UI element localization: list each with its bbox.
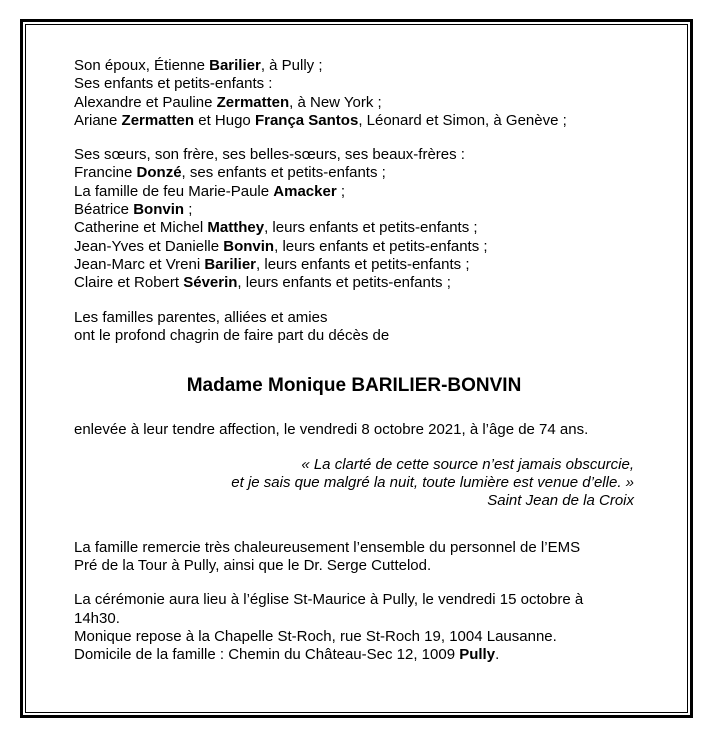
family-address-line: Domicile de la famille : Chemin du Château-Sec 12, 1009 Pully. [74, 646, 500, 664]
sibling-line: Béatrice Bonvin ; [74, 201, 193, 219]
thanks-line: La famille remercie très chaleureusement l’ensemble du personnel de l’EMS [74, 538, 581, 556]
siblings-block [74, 146, 634, 292]
rest-place-line: Monique repose à la Chapelle St-Roch, rue St-Roch 19, 1004 Lausanne. [74, 627, 557, 645]
ceremony-block [74, 591, 634, 664]
children-header: Ses enfants et petits-enfants : [74, 75, 273, 93]
passing-text: enlevée à leur tendre affection, le vendredi 8 octobre 2021, à l’âge de 74 ans. [74, 421, 589, 439]
sibling-line: La famille de feu Marie-Paule Amacker ; [74, 182, 346, 200]
sibling-line: Francine Donzé, ses enfants et petits-enfants ; [74, 164, 386, 182]
deceased-name: Madame Monique BARILIER-BONVIN [186, 375, 522, 397]
ceremony-line: La cérémonie aura lieu à l’église St-Maurice à Pully, le vendredi 15 octobre à [74, 591, 584, 609]
child-line: Ariane Zermatten et Hugo França Santos, Léonard et Simon, à Genève ; [74, 111, 567, 129]
announcement-block [74, 309, 634, 346]
ceremony-line: 14h30. [74, 609, 120, 627]
thanks-block [74, 539, 634, 576]
sibling-line: Jean-Marc et Vreni Barilier, leurs enfants et petits-enfants ; [74, 255, 470, 273]
sibling-line: Jean-Yves et Danielle Bonvin, leurs enfants et petits-enfants ; [74, 237, 488, 255]
sibling-line: Claire et Robert Séverin, leurs enfants et petits-enfants ; [74, 274, 451, 292]
thanks-line: Pré de la Tour à Pully, ainsi que le Dr. Serge Cuttelod. [74, 556, 432, 574]
child-line: Alexandre et Pauline Zermatten, à New York ; [74, 93, 382, 111]
spouse-line: Son époux, Étienne Barilier, à Pully ; [74, 57, 323, 74]
siblings-header: Ses sœurs, son frère, ses belles-sœurs, ses beaux-frères : [74, 146, 465, 164]
quote-line: et je sais que malgré la nuit, toute lumière est venue d’elle. » [231, 474, 634, 492]
quote-line: « La clarté de cette source n’est jamais obscurcie, [301, 455, 634, 473]
quote-author: Saint Jean de la Croix [487, 492, 634, 510]
quote-block [74, 456, 634, 511]
announcement-line: Les familles parentes, alliées et amies [74, 308, 328, 326]
family-block [74, 57, 634, 130]
announcement-line: ont le profond chagrin de faire part du décès de [74, 326, 390, 344]
obituary-content [74, 57, 634, 664]
sibling-line: Catherine et Michel Matthey, leurs enfants et petits-enfants ; [74, 219, 478, 237]
